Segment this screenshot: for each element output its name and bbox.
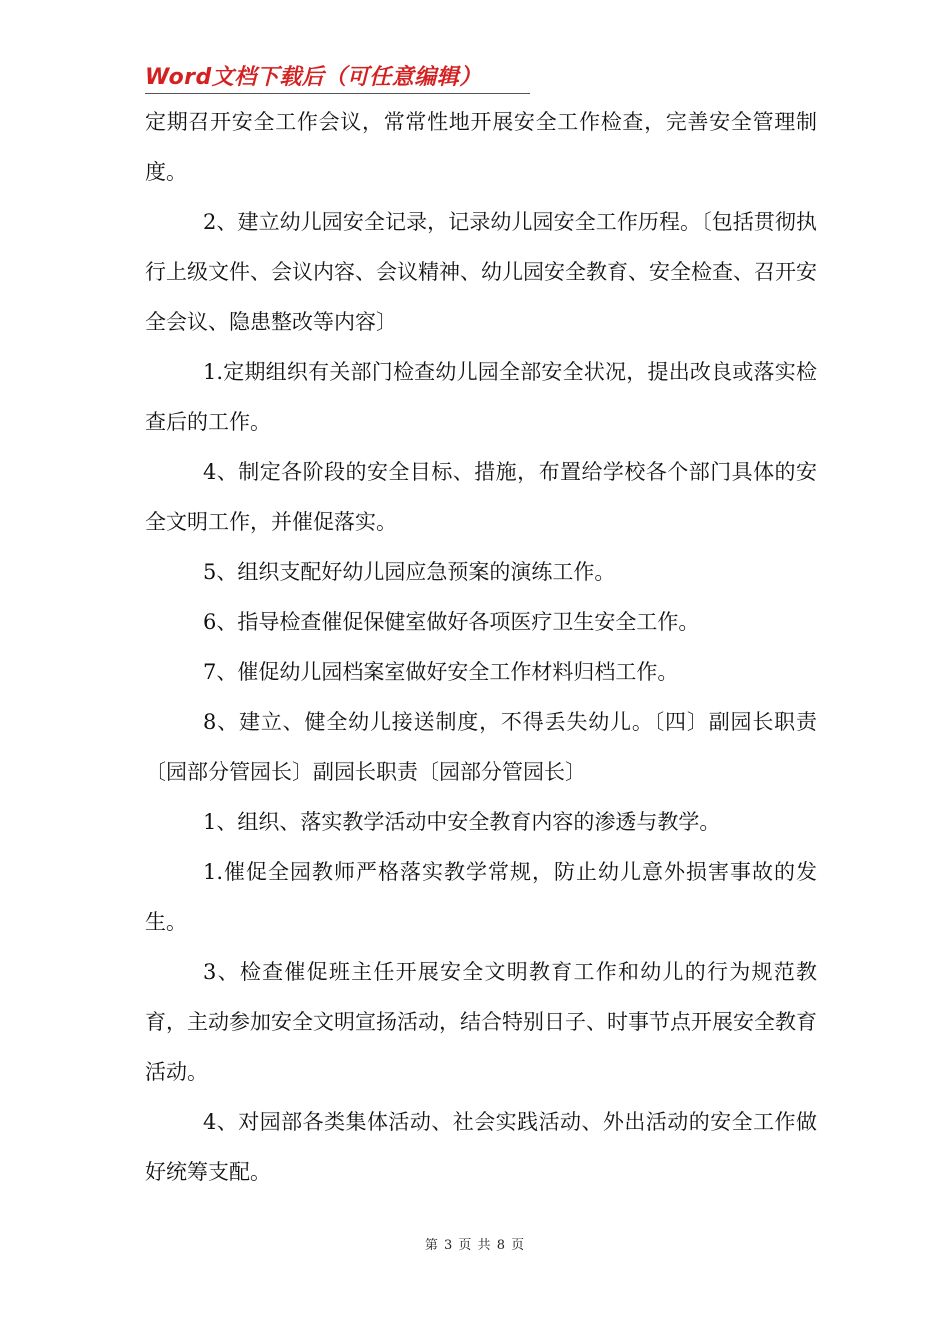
paragraph-8: 8、建立、健全幼儿接送制度，不得丢失幼儿。〔四〕副园长职责〔园部分管园长〕副园长职责〔园部分管园长〕 <box>145 710 817 784</box>
paragraph-9: 1、组织、落实教学活动中安全教育内容的渗透与教学。 <box>203 810 721 834</box>
paragraph-6: 6、指导检查催促保健室做好各项医疗卫生安全工作。 <box>203 610 700 634</box>
page-number-footer: 第 3 页 共 8 页 <box>424 1238 526 1253</box>
paragraph-7: 7、催促幼儿园档案室做好安全工作材料归档工作。 <box>203 660 679 684</box>
paragraph-5: 5、组织支配好幼儿园应急预案的演练工作。 <box>203 560 616 584</box>
document-body <box>145 97 817 1197</box>
paragraph-4: 4、制定各阶段的安全目标、措施，布置给学校各个部门具体的安全文明工作，并催促落实。 <box>145 460 817 534</box>
paragraph-12: 4、对园部各类集体活动、社会实践活动、外出活动的安全工作做好统筹支配。 <box>145 1110 817 1184</box>
paragraph-3: 1.定期组织有关部门检查幼儿园全部安全状况，提出改良或落实检查后的工作。 <box>145 360 817 434</box>
header-divider <box>145 93 530 94</box>
paragraph-11: 3、检查催促班主任开展安全文明教育工作和幼儿的行为规范教育，主动参加安全文明宣扬活动，结合特别日子、时事节点开展安全教育活动。 <box>145 960 817 1084</box>
document-header-title: Word文档下载后（可任意编辑） <box>145 65 482 90</box>
paragraph-1: 定期召开安全工作会议，常常性地开展安全工作检查，完善安全管理制度。 <box>145 110 817 184</box>
paragraph-10: 1.催促全园教师严格落实教学常规，防止幼儿意外损害事故的发生。 <box>145 860 817 934</box>
paragraph-2: 2、建立幼儿园安全记录，记录幼儿园安全工作历程。〔包括贯彻执行上级文件、会议内容、会议精神、幼儿园安全教育、安全检查、召开安全会议、隐患整改等内容〕 <box>145 210 817 334</box>
